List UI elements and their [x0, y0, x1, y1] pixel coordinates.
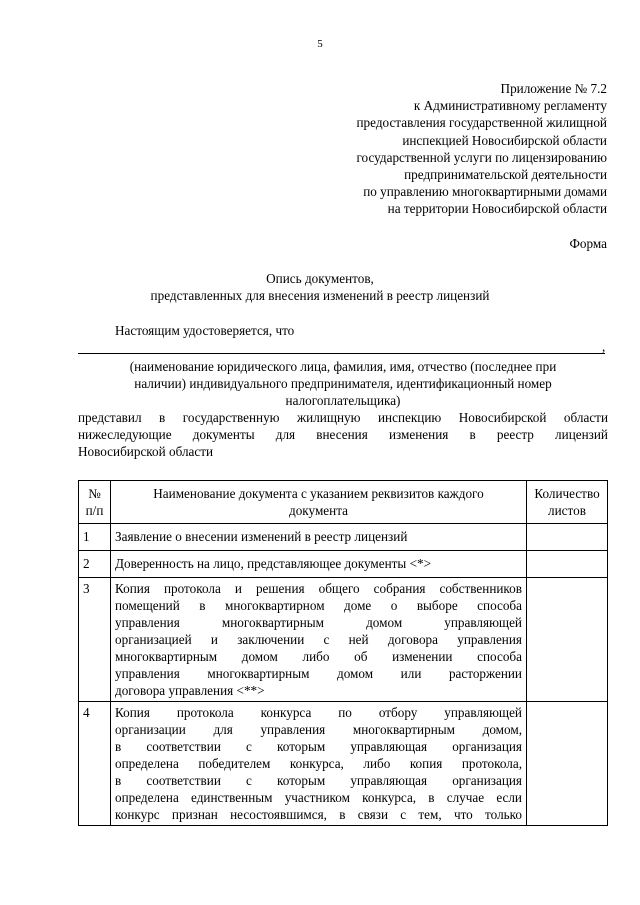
body-paragraph	[78, 409, 608, 460]
page-number: 5	[317, 38, 323, 50]
row-document-name	[111, 524, 527, 551]
row-line: управления многоквартирным домом или расторжении	[115, 666, 522, 681]
row-line: определена победителем конкурса, либо копия протокола,	[115, 756, 522, 771]
row-sheet-count[interactable]	[527, 578, 608, 702]
row-document-name	[111, 702, 527, 826]
header-name-line: документа	[289, 503, 348, 518]
row-line: помещений в многоквартирном доме о выборе способа	[115, 598, 522, 613]
row-line: управления многоквартирным домом управляющей	[115, 615, 522, 630]
row-number: 3	[79, 578, 111, 702]
caption-line: налогоплательщика)	[285, 393, 401, 408]
row-number: 1	[79, 524, 111, 551]
table-row	[79, 702, 608, 826]
caption-line: наличии) индивидуального предпринимателя, идентификационный номер	[134, 376, 552, 391]
table-row	[79, 524, 608, 551]
body-line: представил в государственную жилищную инспекцию Новосибирской области	[78, 410, 608, 425]
row-sheet-count[interactable]	[527, 551, 608, 578]
fill-line-comma: ,	[602, 339, 606, 354]
row-line: Копия протокола конкурса по отбору управляющей	[115, 705, 522, 720]
row-line: Копия протокола и решения общего собрания собственников	[115, 581, 522, 596]
header-count-line: листов	[548, 503, 586, 518]
row-number: 2	[79, 551, 111, 578]
header-num-line: п/п	[85, 503, 104, 518]
document-title	[0, 270, 640, 304]
table-row	[79, 551, 608, 578]
row-line: конкурс признан несостоявшимся, в связи с тем, что только	[115, 807, 522, 822]
appendix-line: инспекцией Новосибирской области	[402, 132, 607, 148]
table-row	[79, 578, 608, 702]
row-number: 4	[79, 702, 111, 826]
header-count-line: Количество	[534, 486, 600, 501]
body-line: нижеследующие документы для внесения изменения в реестр лицензий	[78, 427, 608, 442]
appendix-line: предпринимательской деятельности	[404, 167, 607, 183]
appendix-line: предоставления государственной жилищной	[356, 115, 607, 131]
appendix-line: по управлению многоквартирными домами	[363, 184, 607, 200]
documents-table	[78, 480, 608, 826]
row-line: организацией и заключении с ней договора управления	[115, 632, 522, 647]
title-line: представленных для внесения изменений в реестр лицензий	[150, 288, 490, 303]
appendix-line: Приложение № 7.2	[500, 81, 607, 96]
form-label: Форма	[569, 236, 607, 251]
row-line: Доверенность на лицо, представляющее документы <*>	[115, 556, 432, 571]
body-line: Новосибирской области	[78, 444, 214, 459]
row-line: определена единственным участником конкурса, в случае если	[115, 790, 522, 805]
row-line: многоквартирным домом либо об изменении способа	[115, 649, 522, 664]
row-line: Заявление о внесении изменений в реестр лицензий	[115, 529, 408, 544]
row-line: организации для управления многоквартирным домом,	[115, 722, 522, 737]
header-count	[527, 481, 608, 524]
header-num-line: №	[88, 486, 101, 501]
fill-line-caption	[78, 358, 608, 409]
row-line: в соответствии с которым управляющая организация	[115, 773, 522, 788]
row-document-name	[111, 578, 527, 702]
certify-text: Настоящим удостоверяется, что	[115, 323, 295, 338]
row-line: договора управления <**>	[115, 683, 265, 698]
table-header-row	[79, 481, 608, 524]
row-document-name	[111, 551, 527, 578]
row-sheet-count[interactable]	[527, 702, 608, 826]
header-num	[79, 481, 111, 524]
header-name-line: Наименование документа с указанием реквизитов каждого	[153, 486, 484, 501]
header-name	[111, 481, 527, 524]
appendix-line: на территории Новосибирской области	[387, 201, 607, 217]
appendix-line: государственной услуги по лицензированию	[356, 149, 607, 165]
row-sheet-count[interactable]	[527, 524, 608, 551]
appendix-block	[356, 80, 607, 218]
row-line: в соответствии с которым управляющая организация	[115, 739, 522, 754]
caption-line: (наименование юридического лица, фамилия, имя, отчество (последнее при	[129, 359, 557, 374]
appendix-line: к Административному регламенту	[413, 98, 607, 114]
title-line: Опись документов,	[266, 271, 374, 286]
applicant-fill-line[interactable]	[78, 353, 605, 354]
